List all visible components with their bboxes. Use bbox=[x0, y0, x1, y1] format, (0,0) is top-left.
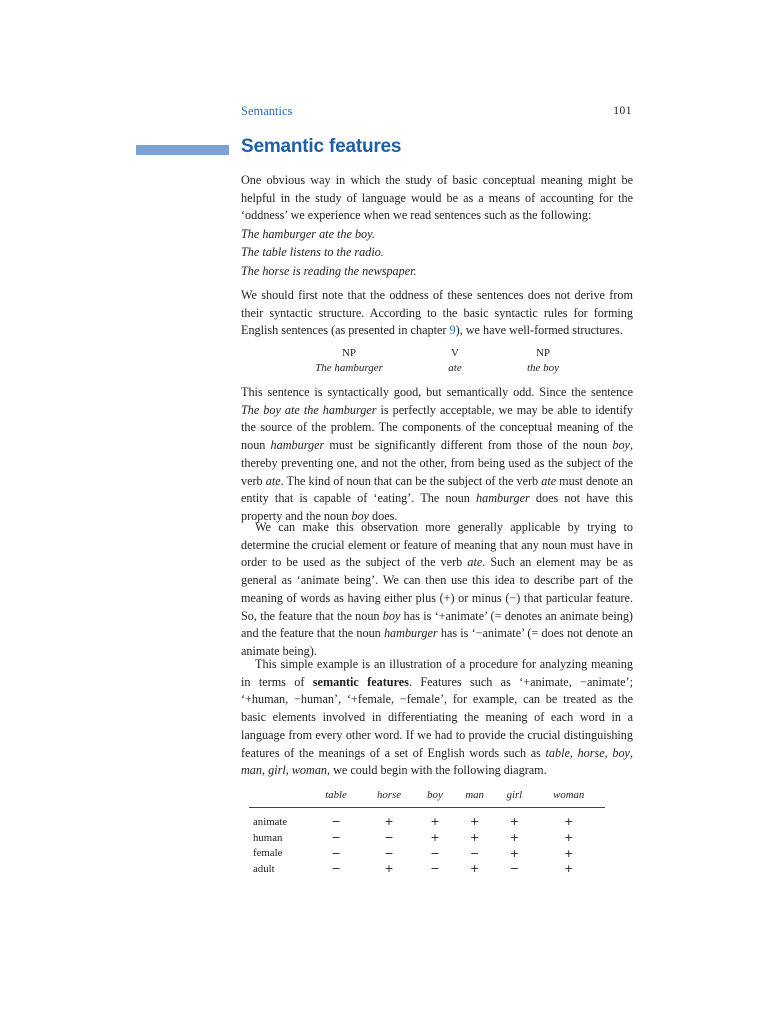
feature-label: animate bbox=[253, 815, 288, 828]
table-column-header: boy bbox=[417, 786, 453, 808]
syntax-word: ate bbox=[448, 362, 462, 374]
table-cell: + bbox=[470, 815, 480, 829]
paragraph-intro: One obvious way in which the study of basic conceptual meaning might be helpful in the study of language would be as a means of accounting for the ‘oddness’ we experience when we read sentences such as the following: bbox=[241, 173, 633, 223]
section-accent-bar bbox=[136, 145, 229, 155]
table-cell: + bbox=[430, 831, 440, 845]
syntax-label: V bbox=[451, 347, 459, 359]
table-cell: − bbox=[430, 846, 440, 860]
table-cell: + bbox=[564, 862, 574, 876]
table-cell: − bbox=[331, 862, 341, 876]
table-cell: − bbox=[384, 831, 394, 845]
syntax-label: NP bbox=[535, 347, 551, 359]
table-cell: − bbox=[331, 846, 341, 860]
semantic-feature-table bbox=[249, 786, 605, 877]
paragraph-features: We can make this observation more generally applicable by trying to determine the crucial element or feature of meaning that any noun must have in order to be used as the subject of the verb ate. Such an element may be as general as ‘animate being’. We can then use this idea to describe part of the meaning of words as having either plus (+) or minus (−) that particular feature. So, the feature that the noun boy has is ‘+animate’ (= denotes an animate being) and the feature that the noun hamburger has is ‘−animate’ (= does not denote an animate being). bbox=[241, 520, 633, 658]
table-cell: − bbox=[430, 862, 440, 876]
table-cell: + bbox=[564, 815, 574, 829]
page-number: 101 bbox=[613, 105, 632, 117]
paragraph-semantic-features: This simple example is an illustration of a procedure for analyzing meaning in terms of semantic features. Features such as ‘+animate, −animate’; ‘+human, −human’, ‘+female, −female’, for example, can be treated as the basic elements involved in differentiating the meaning of each word in a language from every other word. If we had to provide the crucial distinguishing features of the meanings of a set of English words such as table, horse, boy, man, girl, woman, we could begin with the following diagram. bbox=[241, 657, 633, 778]
table-cell: + bbox=[564, 831, 574, 845]
table-cell: + bbox=[509, 831, 519, 845]
feature-label: adult bbox=[253, 862, 275, 875]
table-cell: − bbox=[331, 815, 341, 829]
table-column-header: man bbox=[453, 786, 496, 808]
table-header-row bbox=[249, 786, 605, 808]
feature-label: female bbox=[253, 847, 283, 860]
example-sentence: The horse is reading the newspaper. bbox=[241, 263, 417, 278]
section-title: Semantic features bbox=[241, 136, 402, 157]
table-row bbox=[249, 861, 605, 877]
table-cell: − bbox=[384, 846, 394, 860]
table-column-header: table bbox=[311, 786, 361, 808]
table-column-header: girl bbox=[496, 786, 532, 808]
table-column-header: woman bbox=[533, 786, 606, 808]
table-row bbox=[249, 845, 605, 861]
table-cell: + bbox=[509, 846, 519, 860]
syntax-word: the boy bbox=[526, 362, 560, 374]
paragraph-syntax: We should first note that the oddness of these sentences does not derive from their syntactic structure. According to the basic syntactic rules for forming English sentences (as presented in chapter 9), we have well-formed structures. bbox=[241, 288, 633, 338]
table-cell: − bbox=[331, 831, 341, 845]
paragraph-analysis: This sentence is syntactically good, but semantically odd. Since the sentence The boy ate the hamburger is perfectly acceptable, we may be able to identify the source of the problem. The components of the conceptual meaning of the noun hamburger must be significantly different from those of the noun boy, thereby preventing one, and not the other, from being used as the subject of the verb ate. The kind of noun that can be the subject of the verb ate must denote an entity that is capable of ‘eating’. The noun hamburger does not have this property and the noun boy does. bbox=[241, 385, 634, 523]
table-cell: + bbox=[430, 815, 440, 829]
table-cell: + bbox=[564, 846, 574, 860]
table-cell: − bbox=[470, 846, 480, 860]
example-sentence: The table listens to the radio. bbox=[241, 245, 384, 260]
table-cell: − bbox=[509, 862, 519, 876]
table-header-blank bbox=[249, 786, 311, 808]
table-cell: + bbox=[384, 862, 394, 876]
table-cell: + bbox=[470, 862, 480, 876]
table-row bbox=[249, 830, 605, 846]
feature-label: human bbox=[253, 831, 283, 844]
table-cell: + bbox=[384, 815, 394, 829]
table-row bbox=[249, 808, 605, 830]
table-cell: + bbox=[509, 815, 519, 829]
example-sentence: The hamburger ate the boy. bbox=[241, 227, 375, 241]
chapter-link[interactable]: 9 bbox=[449, 323, 456, 338]
key-term: semantic features bbox=[312, 674, 409, 689]
example-sentences bbox=[241, 225, 633, 280]
running-head: Semantics bbox=[241, 104, 293, 118]
table-cell: + bbox=[470, 831, 480, 845]
syntax-word: The hamburger bbox=[315, 362, 383, 374]
syntax-label: NP bbox=[341, 347, 357, 359]
table-column-header: horse bbox=[361, 786, 417, 808]
